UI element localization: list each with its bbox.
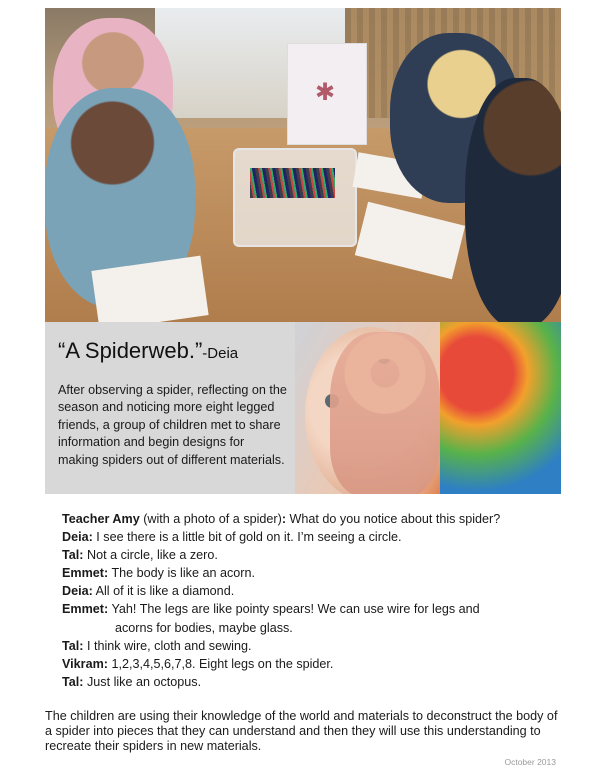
quote-title bbox=[58, 338, 238, 364]
dialogue-line bbox=[62, 528, 562, 546]
dialogue-line bbox=[62, 582, 562, 600]
speaker-name: Vikram: bbox=[62, 656, 108, 671]
speaker-context: (with a photo of a spider) bbox=[139, 512, 282, 526]
speaker-colon: : bbox=[281, 512, 287, 526]
top-photo bbox=[45, 8, 561, 322]
dialogue-line bbox=[62, 564, 562, 582]
dialogue-line bbox=[62, 637, 562, 655]
dialogue-line bbox=[62, 510, 562, 528]
dialogue-text: I think wire, cloth and sewing. bbox=[83, 638, 252, 653]
speaker-name: Emmet: bbox=[62, 566, 109, 581]
child-figure bbox=[465, 78, 561, 322]
dialogue-line bbox=[62, 546, 562, 564]
speaker-name: Tal: bbox=[62, 548, 84, 563]
quote-text: “A Spiderweb.” bbox=[58, 338, 203, 363]
dialogue-text: The body is like an acorn. bbox=[108, 566, 255, 581]
spider-sketch-icon: ✱ bbox=[315, 79, 336, 106]
speaker-name: Emmet: bbox=[62, 602, 109, 617]
speaker-name: Tal: bbox=[62, 638, 84, 653]
dialogue-continuation: acorns for bodies, maybe glass. bbox=[115, 620, 293, 635]
dialogue-text: Yah! The legs are like pointy spears! We can use wire for legs and bbox=[108, 602, 480, 617]
dialogue-text: All of it is like a diamond. bbox=[92, 584, 235, 599]
dialogue-line bbox=[62, 600, 562, 636]
speaker-name: Deia: bbox=[62, 530, 93, 545]
intro-text: After observing a spider, reflecting on the season and noticing more eight legged friends, a group of children met to share information and begin designs for making spiders out of different materials. bbox=[58, 383, 287, 467]
dialogue-line bbox=[62, 655, 562, 673]
dialogue-text: Not a circle, like a zero. bbox=[83, 548, 218, 563]
dialogue-text: What do you notice about this spider? bbox=[286, 512, 501, 526]
speaker-name: Teacher Amy bbox=[62, 512, 140, 526]
right-photo bbox=[295, 322, 561, 494]
dialogue-text: Just like an octopus. bbox=[83, 674, 202, 689]
speaker-name: Tal: bbox=[62, 674, 84, 689]
colored-pencils bbox=[250, 168, 335, 198]
speaker-name: Deia: bbox=[62, 584, 93, 599]
dialogue-line bbox=[62, 673, 562, 691]
summary-paragraph: The children are using their knowledge of the world and materials to deconstruct the body of a spider into pieces that they can understand and then they will use this understanding to recreate their spiders in new materials. bbox=[45, 709, 558, 754]
dialogue-list bbox=[62, 510, 562, 691]
quote-author: -Deia bbox=[202, 345, 239, 362]
tie-dye-shirt bbox=[440, 322, 561, 494]
hand bbox=[330, 332, 440, 494]
dialogue-text: 1,2,3,4,5,6,7,8. Eight legs on the spider. bbox=[107, 656, 334, 671]
dialogue-text: I see there is a little bit of gold on it. I’m seeing a circle. bbox=[92, 530, 402, 545]
document-date: October 2013 bbox=[504, 757, 556, 767]
intro-panel bbox=[45, 322, 295, 494]
